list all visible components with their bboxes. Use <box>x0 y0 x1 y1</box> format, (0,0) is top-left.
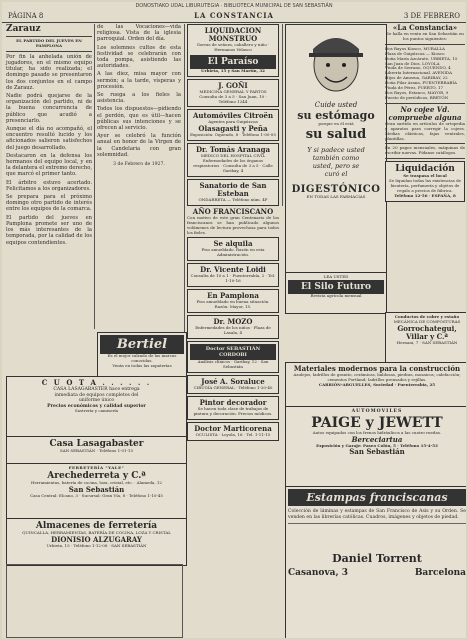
ad-line: curó el <box>324 169 348 178</box>
ad-ano-franciscano <box>187 208 279 236</box>
ad-text: Con motivo de este gran Centenario de los franciscanos se han publicado algunos volúmenes de lectura provechosa para todos los fieles. <box>187 214 279 235</box>
ad-text: MEDICO DEL HOSPITAL CIVIL <box>200 153 266 159</box>
ad-text: Azulejos, ladrillos de granito, cerámicas, baldosas, piedras, mosaicos; calefacción; cementos Portland; ladrillos prensados y rejillas. <box>293 372 461 382</box>
ad-firm: Olasagasti y Peña <box>198 124 268 134</box>
ad-address: Consulta de 10 a 1 · Fuenterrabía, 2 · Tel. 1-10-16 <box>190 273 276 284</box>
ad-line: uniforme único <box>78 398 115 404</box>
newspaper-page <box>2 2 466 638</box>
list-item: Viuda de Serrano, OQUENDO, 4 <box>385 65 451 71</box>
ad-address: Exposición y Garaje: Paseo Colón, 5 · Teléfono 15-4-53 <box>316 442 438 448</box>
ad-address: Exposición: Oquendo, 8 · Teléfono 1-00-05 <box>190 132 276 138</box>
page-date: 3 DE FEBRERO <box>403 12 460 20</box>
article-paragraph: Se ruega a los fieles la asistencia. <box>97 92 181 105</box>
ad-estampas-franciscanas <box>285 486 466 638</box>
list-item: Puesto de periódicos, BRETÓN <box>385 94 449 100</box>
article-dateline: 3 de Febrero de 1927. <box>113 162 165 168</box>
ad-line: Cuide usted <box>314 101 358 109</box>
ad-heading: Conductos de cobre y estaño <box>394 314 460 319</box>
library-watermark: DONOSTIAKO UDAL LIBURUTEGIA · BIBLIOTECA MUNICIPAL DE SAN SEBASTIÁN <box>135 3 333 9</box>
ad-cordobi <box>187 341 279 373</box>
ad-address: Hernani, 7 · SAN SEBASTIÁN <box>396 339 458 345</box>
ad-address: Consulta de 3 a 5 · San Juan, 10 · Teléfono 1244 <box>199 93 267 104</box>
ad-brand: El Paraíso <box>190 55 276 69</box>
ad-text: Agentes para Guipúzcoa <box>208 119 258 125</box>
ad-text: OCULISTA · Loyola, 16 · Tel. 1-11-15 <box>195 431 271 437</box>
ad-heading: Se alquila <box>213 239 253 249</box>
ad-text: MEDICINA GENERAL Y PARTOS <box>199 88 267 94</box>
ad-firm: Berceciartua <box>351 434 403 444</box>
ad-paraiso <box>187 24 279 77</box>
ad-pintor <box>187 396 279 420</box>
ad-text: Herramientas, batería de cocina, loza, cristal, etc. · Alameda, 12 <box>31 479 162 485</box>
list-item: Dos Rayos Kiosco, MURALLA <box>385 45 445 51</box>
ad-heading: Pintor decorador <box>199 397 267 407</box>
list-item: San Juan de Dios, LOYOLA <box>385 60 440 66</box>
ad-digestonico <box>285 24 387 274</box>
ad-heading: Liquidación <box>395 164 455 175</box>
ads-column <box>187 24 279 441</box>
section-title: No cojee Vd. compruebe alguna <box>388 104 462 122</box>
news-column-zarauz <box>6 24 92 248</box>
ad-city: San Sebastián <box>68 484 125 494</box>
ad-heading: LIQUIDACION MONSTRUO <box>204 26 262 43</box>
article-paragraph: Todos los dispuestos—pidiendo el perdón, que es útil—hacen públicas sus intenciones y se ofrecen al servicio. <box>97 106 181 132</box>
ad-cuota-lasagabaster <box>6 376 187 440</box>
ad-pamplona <box>187 289 279 313</box>
section-intro: Se halla en venta en San Sebastián en los puntos siguientes: <box>386 31 464 41</box>
ad-address: Casa Central: Elcano, 3 · Sucursal: Gran Vía, 8 · Teléfono 1-10-45 <box>30 492 163 498</box>
ad-firm: Daniel Torrent <box>332 552 422 566</box>
ad-heading: Almacenes de ferretería <box>35 521 158 531</box>
ad-heading: Dr. Vicente Loidi <box>200 265 266 275</box>
ad-text: Piso amueblado en buena situación. Razón: Mayor, 15. <box>196 299 270 309</box>
article-paragraph: Por fin la anhelada unión de jugadores, en el mismo equipo titular, ha sido realizada; el domingo pasado se presentaron los dos conjuntos en el campo de Zarauz. <box>6 53 92 91</box>
ad-heading: Doctor SEBASTIÁN CORDOBI <box>190 344 276 360</box>
ad-line: Venta en todas las zapaterías <box>112 362 172 368</box>
article-paragraph: A las diez, misa mayor con sermón; a la tarde, vísperas y procesión. <box>97 71 181 90</box>
ad-firm: CARRIÓN-ARGUELLES, Sociedad · Fuenterrabía, 25 <box>318 381 436 387</box>
ad-materiales-construccion <box>285 362 466 408</box>
ad-firm: Casa Lasagabaster <box>49 439 144 449</box>
man-portrait-illustration <box>301 27 371 97</box>
list-item: Hijos de Amezua, GARIBAY, 22 <box>385 75 448 81</box>
ad-aranaga <box>187 143 279 177</box>
ad-heading: Materiales modernos para la construcción <box>293 364 461 373</box>
ad-text: Análisis clínicos · Garibay, 12 · San Sebastián <box>197 359 269 369</box>
ad-line: usted, pero se <box>312 161 360 170</box>
ad-ferreteria-yale <box>6 463 187 521</box>
ad-city: San Sebastián <box>349 447 405 457</box>
ad-bertiel <box>97 332 187 378</box>
list-item: Doña Pilar Arana, FUENTERRABÍA <box>385 80 457 86</box>
ad-line: Y si padece usted <box>307 145 365 154</box>
article-title: Zarauz <box>6 24 41 34</box>
newspaper-title: LA CONSTANCIA <box>194 11 274 20</box>
ad-line: Revista agrícola mensual <box>310 292 362 298</box>
ad-text: Se liquidan todas las existencias de bisutería, perfumería y objetos de regalo a precios de fábrica. <box>388 178 462 193</box>
ad-address: Enfermedades de los órganos respiratorios · Consulta de 3 a 5 · Calle Garibay, 4 <box>193 158 273 173</box>
ad-heading: Estampas franciscanas <box>288 489 466 506</box>
ad-citroen <box>187 109 279 141</box>
ad-line: su salud <box>305 126 367 142</box>
ad-text: Autos equipados con los frenos hidráulicos a las cuatro ruedas. <box>312 429 442 435</box>
section-text: Gran surtido en artículos de ortopedia y aparatos para corregir la cojera. Medias elásticas, fajas ventrales, plantillas. <box>385 120 465 141</box>
ad-heading: FERRETERÍA "YALE" <box>68 465 125 470</box>
ad-line: CASA LASAGABASTER hace entrega <box>53 387 140 392</box>
ad-city: Barcelona <box>414 568 466 579</box>
ad-brand: PAIGE y JEWETT <box>311 414 443 431</box>
news-column-middle <box>97 24 181 168</box>
article-paragraph: Nadie podrá quejarse de la organización del partido, ni de la buena concurrencia de público que acudió a presenciarlo. <box>6 93 92 124</box>
ad-line: Se traspasa el local <box>403 173 447 179</box>
ad-firm: DIONISIO ALZUGARAY <box>51 534 142 544</box>
ad-sanatorio <box>187 179 279 206</box>
ad-brand: Bertiel <box>100 335 184 354</box>
ad-text: ONDARRETA — Teléfono núm. 4P <box>198 196 268 202</box>
ad-liquidacion <box>385 161 465 202</box>
ad-firm: Arechederreta y C.ª <box>47 470 146 481</box>
ad-text: Es el mejor calzado de las marcas conocidas. <box>107 353 177 363</box>
ad-heading: Dr. MOZO <box>213 316 253 326</box>
ad-heading: José A. Soraluce <box>201 376 265 386</box>
ad-text: Gorras de señora, caballero y niño · Hermanos Velasco <box>196 42 270 52</box>
list-item: Librería Internacional, AVENIDA <box>385 70 453 76</box>
ad-soraluce <box>187 375 279 394</box>
ad-line: EN TODAS LAS FARMACIAS <box>306 193 366 199</box>
outlet-list <box>385 47 465 101</box>
ad-address: Teléfono 12-56 · ESPAÑA, 8 <box>394 192 456 198</box>
ad-loidi <box>187 263 279 287</box>
ad-text: Enfermedades de los niños · Plaza de Lasala, 4 <box>195 324 271 335</box>
section-title: «La Constancia» <box>392 23 458 32</box>
ad-text: Colección de láminas y estampas de San Francisco de Asís y su Orden. Se venden en las librerías católicas. Cuadros, imágenes y objetos de piedad. <box>288 509 466 520</box>
article-paragraph: El árbitro estuvo acertado. Felicitamos a los organizadores. <box>6 179 92 192</box>
ad-heading: Sanatorio de San Esteban <box>199 180 267 198</box>
article-paragraph: Se prepara para el próximo domingo otro partido de interés entre los equipos de la comarca. <box>6 194 92 213</box>
list-item: Doña María Azcárate, URBIETA, 15 <box>385 55 458 61</box>
ad-line: su estómago <box>297 109 375 122</box>
ad-line: QUINCALLA, HERRAMIENTAS, BATERÍA DE COCINA, LOZA Y CRISTAL <box>22 530 171 535</box>
ad-heading: En Pamplona <box>207 291 259 301</box>
article-paragraph: Ayer se celebró la función anual en honor de la Virgen de la Candelaria con gran solemnidad. <box>97 133 181 158</box>
ad-conductos <box>385 312 466 364</box>
page-header <box>2 10 466 23</box>
ad-heading: Doctor Marticorena <box>194 423 272 433</box>
ad-text: Piso amueblado. Razón en esta Administración. <box>201 247 265 258</box>
ad-heading: Dr. Tomás Aranaga <box>195 145 271 155</box>
ad-paige-jewett <box>285 406 466 488</box>
ad-slogan: Precios económicos y calidad superior <box>47 403 146 409</box>
ad-marticorena <box>187 422 279 441</box>
list-item: Viuda de Pérez, PUERTO, 17 <box>385 85 444 91</box>
ad-almacenes-ferreteria <box>6 518 187 566</box>
ad-line: porque en él está <box>318 121 354 126</box>
ad-text: Se hacen toda clase de trabajos de pintura y decoración. Precios módicos. <box>193 405 273 416</box>
ad-brand: DIGESTÓNICO <box>291 183 381 195</box>
right-column <box>385 24 465 202</box>
ad-line: MECÁNICA DE COMPOSTURAS <box>393 318 461 324</box>
ad-mozo <box>187 315 279 339</box>
ad-heading: J. GOÑI <box>218 80 248 90</box>
ad-heading: AÑO FRANCISCANO <box>192 206 274 216</box>
ad-line: también como <box>312 153 360 162</box>
list-item: Dos Rayos, Estanco, MAYOR, 9 <box>385 89 449 95</box>
ad-line: inmediata de equipos completos del <box>54 392 139 398</box>
page-number: PÁGINA 8 <box>8 12 44 20</box>
ad-goni <box>187 79 279 108</box>
ad-casa-lasagabaster <box>6 436 187 466</box>
ad-brand: El Silo Futuro <box>288 280 384 294</box>
ad-heading: Automóviles Citroën <box>192 111 274 121</box>
article-paragraph: El partido del jueves en Pamplona promete ser uno de los más interesantes de la temporada, por la calidad de los equipos contendientes. <box>6 214 92 246</box>
article-paragraph: Destacaron en la defensa los hermanos del equipo local, y en la delantera el extremo derecho, que marcó el primer tanto. <box>6 152 92 178</box>
ad-address: Casanova, 3 <box>288 568 349 579</box>
ad-blank-panel <box>6 564 183 638</box>
article-subtitle: EL PARTIDO DEL JUEVES EN PAMPLONA <box>16 38 82 48</box>
ad-firm: Gorrochategui, Villar y C.ª <box>397 323 457 341</box>
article-paragraph: Los solemnes cultos de esta festividad se celebrarán con toda pompa, asistiendo las autoridades. <box>97 44 181 70</box>
article-paragraph: Aunque el día no acompañó, el encuentro resultó lucido y los aficionados salieron satisfechos del juego desarrollado. <box>6 126 92 151</box>
ad-line: LEA USTED <box>323 274 349 279</box>
ad-heading: AUTOMOVILES <box>351 409 403 414</box>
ad-address: SAN SEBASTIÁN · Teléfono 1-01-15 <box>59 448 134 453</box>
ad-se-alquila <box>187 237 279 261</box>
ad-line: Sastrería y camisería <box>74 408 119 414</box>
ad-text: CIRUGÍA GENERAL · Teléfono 1-20-40 <box>193 384 273 390</box>
section-text: En 20 pagos mensuales, máquinas de escribir nuevas. Pídanse catálogos. <box>385 145 465 156</box>
ad-address: Urbieta, 15 · Teléfono 1-12-08 · SAN SEBASTIÁN <box>46 542 147 548</box>
ad-silo-futuro <box>285 272 387 314</box>
list-item: Plaza de Guipúzcoa — Kiosco <box>385 50 445 56</box>
article-paragraph: de las Vocaciones—vida religiosa. Vista de la iglesia parroquial. Orden del día. <box>97 24 181 43</box>
ad-address: Urbieta, 15 y San Martín, 32 <box>201 67 265 73</box>
ad-heading: C U O T A . . . . . . <box>41 378 152 387</box>
